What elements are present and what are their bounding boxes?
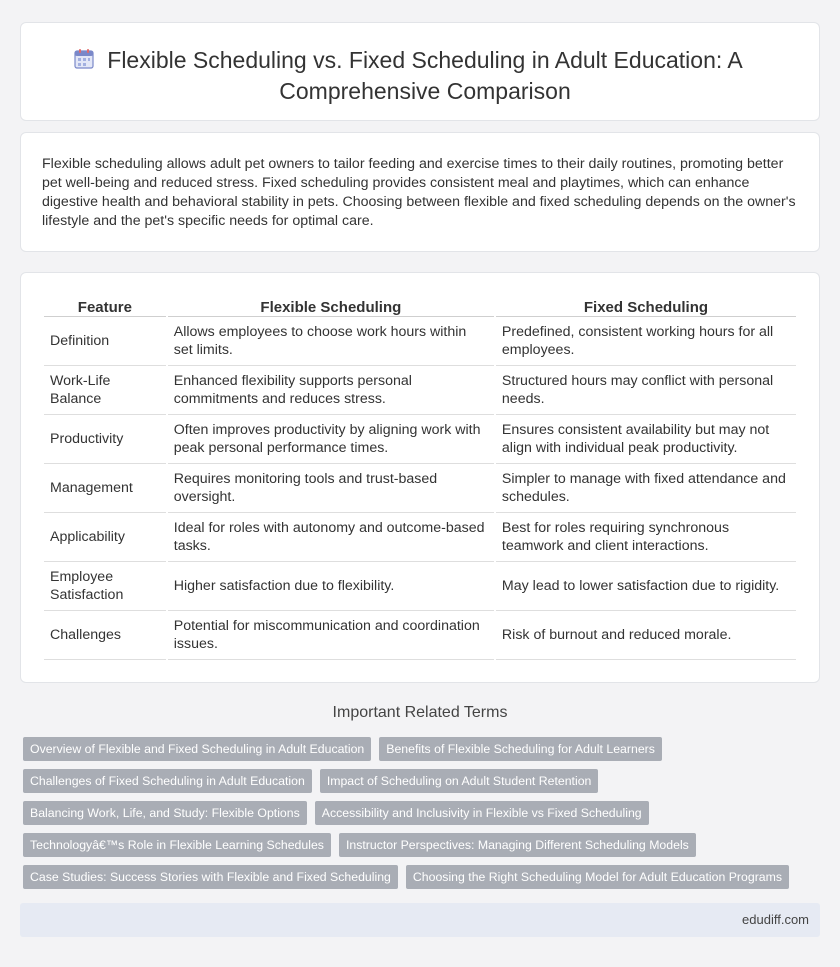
related-term-link[interactable]: Case Studies: Success Stories with Flexible and Fixed Scheduling [23, 865, 398, 889]
header-feature: Feature [44, 295, 166, 317]
title-card [20, 22, 820, 121]
related-term-link[interactable]: Challenges of Fixed Scheduling in Adult Education [23, 769, 312, 793]
feature-cell: Productivity [44, 415, 166, 464]
fixed-cell: Ensures consistent availability but may not align with individual peak productivity. [496, 415, 796, 464]
flexible-cell: Enhanced flexibility supports personal commitments and reduces stress. [168, 366, 494, 415]
related-terms-list [23, 737, 803, 889]
related-term-link[interactable]: Benefits of Flexible Scheduling for Adult Learners [379, 737, 662, 761]
table-row [44, 464, 796, 513]
table-row [44, 317, 796, 366]
intro-paragraph: Flexible scheduling allows adult pet owners to tailor feeding and exercise times to their daily routines, promoting better pet well-being and reduced stress. Fixed scheduling provides consistent meal and playtimes, which can enhance digestive health and behavioral stability in pets. Choosing between flexible and fixed scheduling depends on the owner's lifestyle and the pet's specific needs for optimal care. [42, 156, 796, 229]
table-row [44, 513, 796, 562]
fixed-cell: May lead to lower satisfaction due to rigidity. [496, 562, 796, 611]
table-row [44, 366, 796, 415]
feature-cell: Management [44, 464, 166, 513]
header-fixed: Fixed Scheduling [496, 295, 796, 317]
comparison-table [42, 295, 798, 660]
feature-cell: Work-Life Balance [44, 366, 166, 415]
table-row [44, 562, 796, 611]
flexible-cell: Potential for miscommunication and coordination issues. [168, 611, 494, 660]
flexible-cell: Ideal for roles with autonomy and outcome-based tasks. [168, 513, 494, 562]
comparison-card [20, 272, 820, 683]
related-terms-heading: Important Related Terms [332, 704, 508, 721]
table-header-row [44, 295, 796, 317]
fixed-cell: Simpler to manage with fixed attendance and schedules. [496, 464, 796, 513]
footer [20, 903, 820, 937]
flexible-cell: Requires monitoring tools and trust-based oversight. [168, 464, 494, 513]
related-term-link[interactable]: Balancing Work, Life, and Study: Flexible Options [23, 801, 307, 825]
feature-cell: Definition [44, 317, 166, 366]
header-flexible: Flexible Scheduling [168, 295, 494, 317]
feature-cell: Employee Satisfaction [44, 562, 166, 611]
related-term-link[interactable]: Accessibility and Inclusivity in Flexible vs Fixed Scheduling [315, 801, 649, 825]
flexible-cell: Higher satisfaction due to flexibility. [168, 562, 494, 611]
site-link[interactable]: edudiff.com [742, 912, 809, 927]
flexible-cell: Allows employees to choose work hours within set limits. [168, 317, 494, 366]
related-term-link[interactable]: Choosing the Right Scheduling Model for Adult Education Programs [406, 865, 789, 889]
fixed-cell: Predefined, consistent working hours for all employees. [496, 317, 796, 366]
table-row [44, 415, 796, 464]
feature-cell: Challenges [44, 611, 166, 660]
table-row [44, 611, 796, 660]
fixed-cell: Structured hours may conflict with personal needs. [496, 366, 796, 415]
intro-card [20, 132, 820, 252]
feature-cell: Applicability [44, 513, 166, 562]
flexible-cell: Often improves productivity by aligning work with peak personal performance times. [168, 415, 494, 464]
fixed-cell: Best for roles requiring synchronous teamwork and client interactions. [496, 513, 796, 562]
related-term-link[interactable]: Impact of Scheduling on Adult Student Retention [320, 769, 599, 793]
related-term-link[interactable]: Technologyâ€™s Role in Flexible Learning Schedules [23, 833, 331, 857]
page-title: Flexible Scheduling vs. Fixed Scheduling in Adult Education: A Comprehensive Comparison [107, 47, 743, 104]
related-term-link[interactable]: Overview of Flexible and Fixed Scheduling in Adult Education [23, 737, 371, 761]
fixed-cell: Risk of burnout and reduced morale. [496, 611, 796, 660]
related-term-link[interactable]: Instructor Perspectives: Managing Different Scheduling Models [339, 833, 696, 857]
